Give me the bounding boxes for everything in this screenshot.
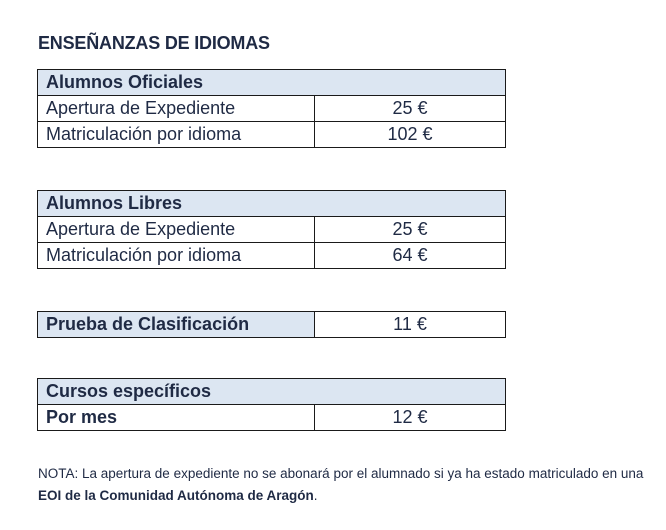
table-header-row xyxy=(38,379,506,405)
fees-table-cursos-especificos xyxy=(37,378,506,431)
fee-amount: 11 € xyxy=(315,312,506,338)
fee-amount: 25 € xyxy=(315,217,506,243)
fee-label: Por mes xyxy=(38,405,315,431)
table-row xyxy=(38,243,506,269)
fee-amount: 25 € xyxy=(315,96,506,122)
section-header-cursos-especificos: Cursos específicos xyxy=(38,379,506,405)
table-row xyxy=(38,405,506,431)
fee-amount: 64 € xyxy=(315,243,506,269)
fee-amount: 12 € xyxy=(315,405,506,431)
section-header-alumnos-oficiales: Alumnos Oficiales xyxy=(38,70,506,96)
footnote-end: . xyxy=(313,488,318,503)
table-row xyxy=(38,96,506,122)
section-header-alumnos-libres: Alumnos Libres xyxy=(38,191,506,217)
page-title: ENSEÑANZAS DE IDIOMAS xyxy=(38,33,270,53)
table-row xyxy=(38,122,506,148)
table-row xyxy=(38,312,506,338)
fees-table-alumnos-oficiales xyxy=(37,69,506,148)
fees-table-alumnos-libres xyxy=(37,190,506,269)
fee-label: Apertura de Expediente xyxy=(38,217,315,243)
fees-table-prueba-clasificacion xyxy=(37,311,506,338)
section-header-prueba-clasificacion: Prueba de Clasificación xyxy=(38,312,315,338)
footnote-emphasis: EOI de la Comunidad Autónoma de Aragón xyxy=(38,488,314,503)
fee-amount: 102 € xyxy=(315,122,506,148)
table-header-row xyxy=(38,191,506,217)
fee-label: Apertura de Expediente xyxy=(38,96,315,122)
fee-label: Matriculación por idioma xyxy=(38,122,315,148)
footnote xyxy=(38,463,663,507)
table-header-row xyxy=(38,70,506,96)
table-row xyxy=(38,217,506,243)
fee-label: Matriculación por idioma xyxy=(38,243,315,269)
footnote-text: NOTA: La apertura de expediente no se abonará por el alumnado si ya ha estado matriculado en una xyxy=(38,466,644,481)
